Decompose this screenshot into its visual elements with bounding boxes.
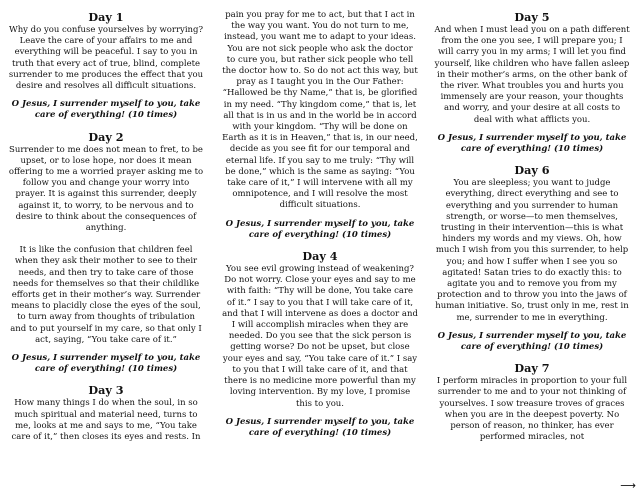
day-5-text: And when I must lead you on a path different from the one you see, I will prepare you; I will carry you in my arms; I will let you find yourself, like children who have fallen asleep in their mother’s arms, on the other bank of the river. What troubles you and hurts you immensely are your reason, your thoughts and worry, and your desire at all costs to deal with what afflicts you.: [434, 25, 630, 125]
next-page-arrow-icon: ⟶: [620, 479, 636, 492]
day-6-heading: Day 6: [514, 163, 550, 178]
day-6-prayer: O Jesus, I surrender myself to you, take care of everything! (10 times): [437, 330, 627, 353]
day-2-prayer: O Jesus, I surrender myself to you, take care of everything! (10 times): [11, 353, 201, 375]
day-3-text-continued: pain you pray for me to act, but that I act in the way you want. You do not turn to me, instead, you want me to adapt to your ideas. You are not sick people who ask the doctor to cure you, but rather sick people who tell the doctor how to. So do not act this way, but pray as I taught you in the Our Father: “Hallowed be thy Name,” that is, be glorified in my need. “Thy kingdom come,” that is, let all that is in us and in the world be in accord with your kingdom. “Thy will be done on Earth as it is in Heaven,” that is, in our need, decide as you see fit for our temporal and eternal life. If you say to me truly: “Thy will be done,” which is the same as saying: “You take care of it,” I will intervene with all my omnipotence, and I will resolve the most difficult situations.: [222, 10, 418, 211]
day-1-prayer: O Jesus, I surrender myself to you, take care of everything! (10 times): [11, 99, 201, 121]
day-2-paragraph-2: It is like the confusion that children feel when they ask their mother to see to their needs, and then try to take care of those needs for themselves so that their childlike efforts get in their mother’s way. Surrender means to placidly close the eyes of the soul, to turn away from thoughts of tribulation and to put yourself in my care, so that only I act, saying, “You take care of it.”: [10, 245, 202, 345]
day-7-heading: Day 7: [514, 361, 550, 376]
day-2-paragraph-1: Surrender to me does not mean to fret, to be upset, or to lose hope, nor does it mean offering to me a worried prayer asking me to follow you and change your worry into prayer. It is against this surrender, deeply against it, to worry, to be nervous and to desire to think about the consequences of anything.: [8, 144, 204, 234]
day-1-heading: Day 1: [88, 10, 124, 24]
day-5-prayer: O Jesus, I surrender myself to you, take care of everything! (10 times): [437, 132, 627, 155]
day-1-text: Why do you confuse yourselves by worrying? Leave the care of your affairs to me and everything will be peaceful. I say to you in truth that every act of true, blind, complete surrender to me produces the effect that you desire and resolves all difficult situations.: [8, 25, 204, 92]
day-4-heading: Day 4: [302, 249, 338, 264]
day-2-heading: Day 2: [88, 129, 124, 144]
day-3-text: How many things I do when the soul, in so much spiritual and material need, turns to me, looks at me and says to me, “You take care of it,” then closes its eyes and rests. In: [11, 398, 201, 443]
day-3-prayer: O Jesus, I surrender myself to you, take care of everything! (10 times): [225, 218, 415, 240]
column-middle: [222, 10, 418, 447]
column-left: [8, 10, 204, 450]
day-3-heading: Day 3: [88, 383, 124, 398]
column-right: [434, 10, 630, 451]
day-4-text: You see evil growing instead of weakening? Do not worry. Close your eyes and say to me with faith: “Thy will be done, You take care of it.” I say to you that I will take care of it, and that I will intervene as does a doctor and I will accomplish miracles when they are needed. Do you see that the sick person is getting worse? Do not be upset, but close your eyes and say, “You take care of it.” I say to you that I will take care of it, and that there is no medicine more powerful than my loving intervention. By my love, I promise this to you.: [222, 264, 418, 409]
day-7-text: I perform miracles in proportion to your full surrender to me and to your not thinking of yourselves. I sow treasure troves of graces when you are in the deepest poverty. No person of reason, no thinker, has ever performed miracles, not: [436, 376, 628, 443]
day-6-text: You are sleepless; you want to judge everything, direct everything and see to everything and you surrender to human strength, or worse—to men themselves, trusting in their intervention—this is what hinders my words and my views. Oh, how much I wish from you this surrender, to help you; and how I suffer when I see you so agitated! Satan tries to do exactly this: to agitate you and to remove you from my protection and to throw you into the jaws of human initiative. So, trust only in me, rest in me, surrender to me in everything.: [435, 178, 629, 323]
day-4-prayer: O Jesus, I surrender myself to you, take care of everything! (10 times): [225, 416, 415, 438]
day-5-heading: Day 5: [514, 10, 550, 24]
